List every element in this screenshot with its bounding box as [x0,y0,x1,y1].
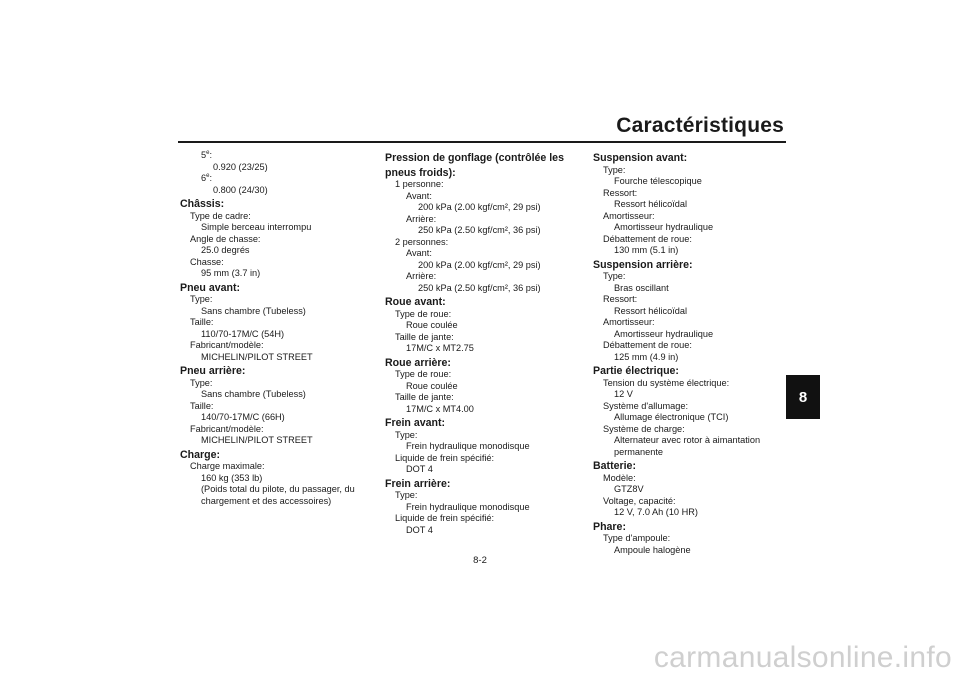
spec-line: 200 kPa (2.00 kgf/cm², 29 psi) [418,259,541,270]
spec-line: Type de roue: [395,369,452,379]
spec-line: 95 mm (3.7 in) [201,268,261,278]
spec-line: 17M/C x MT4.00 [406,403,474,414]
spec-line: Type: [603,271,626,281]
spec-line: 17M/C x MT2.75 [406,343,474,353]
spec-line: Arrière: [406,213,437,224]
spec-line: Avant: [406,190,432,201]
spec-line: Amortisseur: [603,210,655,221]
spec-line: Ressort: [603,187,638,198]
section-heading: Suspension avant: [593,152,688,164]
spec-line: Frein hydraulique monodisque [406,441,530,451]
spec-line: 0.800 (24/30) [213,184,268,195]
spec-line: Tension du système électrique: [603,377,730,388]
spec-line: Type: [190,377,213,388]
spec-line: Chasse: [190,256,224,267]
spec-line: 110/70-17M/C (54H) [201,328,285,339]
spec-line: 0.920 (23/25) [213,161,268,172]
spec-line: Ressort hélicoïdal [614,199,688,209]
page-title: Caractéristiques [616,114,784,137]
spec-line: 12 V, 7.0 Ah (10 HR) [614,507,698,517]
spec-line: 140/70-17M/C (66H) [201,412,285,422]
spec-line: 5e: [201,150,213,160]
page-number: 8-2 [473,555,487,566]
spec-line: DOT 4 [406,524,433,535]
spec-line: Taille de jante: [395,392,454,402]
spec-line: Type: [395,429,418,440]
spec-line: Taille: [190,400,214,411]
spec-line: Ressort: [603,294,638,304]
spec-line: Frein hydraulique monodisque [406,501,530,512]
section-heading: Charge: [180,448,221,461]
spec-line: Type: [603,164,626,175]
spec-line: 250 kPa (2.50 kgf/cm², 36 psi) [418,282,541,293]
spec-line: Amortisseur hydraulique [614,328,714,339]
spec-line: Allumage électronique (TCI) [614,412,729,422]
section-heading: Batterie: [593,460,636,472]
section-heading: Roue arrière: [385,356,451,369]
spec-line: Taille de jante: [395,331,454,342]
spec-line: 125 mm (4.9 in) [614,351,679,362]
spec-line: Débattement de roue: [603,233,692,244]
spec-line: 2 personnes: [395,236,449,247]
spec-line: Roue coulée [406,320,458,330]
spec-line: MICHELIN/PILOT STREET [201,435,313,445]
spec-line: 25.0 degrés [201,245,250,255]
section-heading: Roue avant: [385,296,446,308]
spec-line: Voltage, capacité: [603,495,676,506]
spec-line: Charge maximale: [190,461,265,471]
spec-line: Sans chambre (Tubeless) [201,305,306,316]
spec-line: (Poids total du pilote, du passager, du [201,484,355,494]
section-heading: Pneu arrière: [180,365,246,377]
spec-line: 1 personne: [395,179,444,189]
spec-line: Taille: [190,317,214,327]
spec-line: Liquide de frein spécifié: [395,513,495,523]
spec-line: Type de roue: [395,308,452,319]
section-heading: Châssis: [180,198,225,210]
spec-line: Amortisseur hydraulique [614,222,714,232]
spec-line: 130 mm (5.1 in) [614,245,679,255]
spec-line: Fabricant/modèle: [190,340,264,350]
spec-line: 6e: [201,173,213,183]
section-heading: Suspension arrière: [593,258,693,271]
spec-line: 12 V [614,389,633,399]
spec-line: Arrière: [406,271,437,281]
watermark: carmanualsonline.info [653,641,952,674]
spec-line: Fabricant/modèle: [190,423,264,434]
spec-line: 160 kg (353 lb) [201,472,263,483]
spec-line: Roue coulée [406,380,458,391]
spec-line: Angle de chasse: [190,233,261,244]
spec-line: Bras oscillant [614,282,669,293]
spec-line: Simple berceau interrompu [201,222,312,232]
spec-line: permanente [614,446,664,457]
section-heading: Phare: [593,520,626,533]
spec-column-1 [180,150,370,507]
spec-line: Type: [395,490,418,500]
spec-line: Amortisseur: [603,317,655,327]
spec-line: Type de cadre: [190,210,251,221]
spec-line: GTZ8V [614,484,644,494]
spec-line: DOT 4 [406,464,433,474]
spec-line: Alternateur avec rotor à aimantation [614,435,761,445]
spec-line: Système d'allumage: [603,400,688,411]
section-heading: Frein arrière: [385,477,451,490]
section-heading: Frein avant: [385,417,446,429]
title-divider [178,141,786,143]
spec-line: chargement et des accessoires) [201,495,332,506]
chapter-tab: 8 [786,375,820,419]
spec-line: Type: [190,294,213,304]
section-heading: Pneu avant: [180,281,241,294]
spec-line: Type d'ampoule: [603,533,671,543]
spec-line: Fourche télescopique [614,176,702,186]
section-heading: pneus froids): [385,166,456,179]
spec-line: Modèle: [603,472,636,483]
spec-line: MICHELIN/PILOT STREET [201,351,313,362]
spec-line: Débattement de roue: [603,340,692,350]
spec-line: Système de charge: [603,423,685,434]
section-heading: Partie électrique: [593,365,679,377]
spec-column-3 [593,150,783,556]
spec-line: Liquide de frein spécifié: [395,452,495,463]
spec-line: Ampoule halogène [614,544,691,555]
section-heading: Pression de gonflage (contrôlée les [385,152,564,164]
spec-line: Ressort hélicoïdal [614,305,688,316]
spec-line: 200 kPa (2.00 kgf/cm², 29 psi) [418,202,541,212]
spec-line: 250 kPa (2.50 kgf/cm², 36 psi) [418,225,541,235]
spec-line: Avant: [406,248,432,258]
spec-line: Sans chambre (Tubeless) [201,389,306,399]
spec-column-2 [385,150,580,536]
